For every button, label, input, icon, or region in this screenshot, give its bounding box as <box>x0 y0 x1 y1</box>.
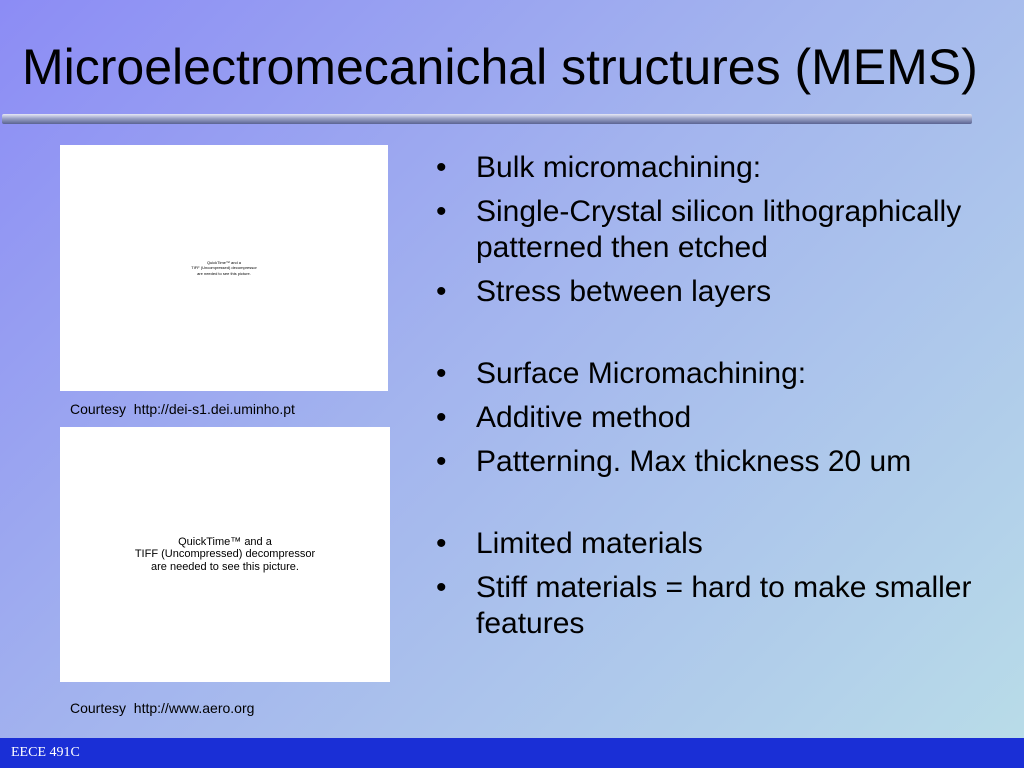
image-caption-1: Courtesy http://dei-s1.dei.uminho.pt <box>70 401 295 417</box>
placeholder-line: TIFF (Uncompressed) decompressor <box>191 265 257 271</box>
bullet-item: • Single-Crystal silicon lithographically patterned then etched <box>434 194 994 266</box>
slide-title: Microelectromecanichal structures (MEMS) <box>22 39 978 95</box>
footer-course-label: EECE 491C <box>11 745 80 760</box>
placeholder-line: QuickTime™ and a <box>206 260 242 266</box>
bullet-item: • Limited materials <box>434 526 994 562</box>
placeholder-line: TIFF (Uncompressed) decompressor <box>134 548 316 561</box>
image-placeholder-2 <box>60 427 390 682</box>
footer-bar <box>0 738 1024 768</box>
bullet-list <box>434 150 994 650</box>
placeholder-line: are needed to see this picture. <box>197 270 251 276</box>
bullet-item: • Additive method <box>434 400 994 436</box>
bullet-item: • Stress between layers <box>434 274 994 310</box>
bullet-item: • Patterning. Max thickness 20 um <box>434 444 994 480</box>
placeholder-line: are needed to see this picture. <box>151 560 299 573</box>
placeholder-message <box>135 536 315 574</box>
image-caption-2: Courtesy http://www.aero.org <box>70 700 255 716</box>
bullet-item: • Stiff materials = hard to make smaller features <box>434 570 994 642</box>
image-placeholder-1 <box>60 145 388 391</box>
bullet-item: • Bulk micromachining: <box>434 150 994 186</box>
bullet-item: • Surface Micromachining: <box>434 356 994 392</box>
placeholder-message <box>191 260 257 276</box>
title-divider <box>2 114 972 124</box>
placeholder-line: QuickTime™ and a <box>178 535 272 548</box>
